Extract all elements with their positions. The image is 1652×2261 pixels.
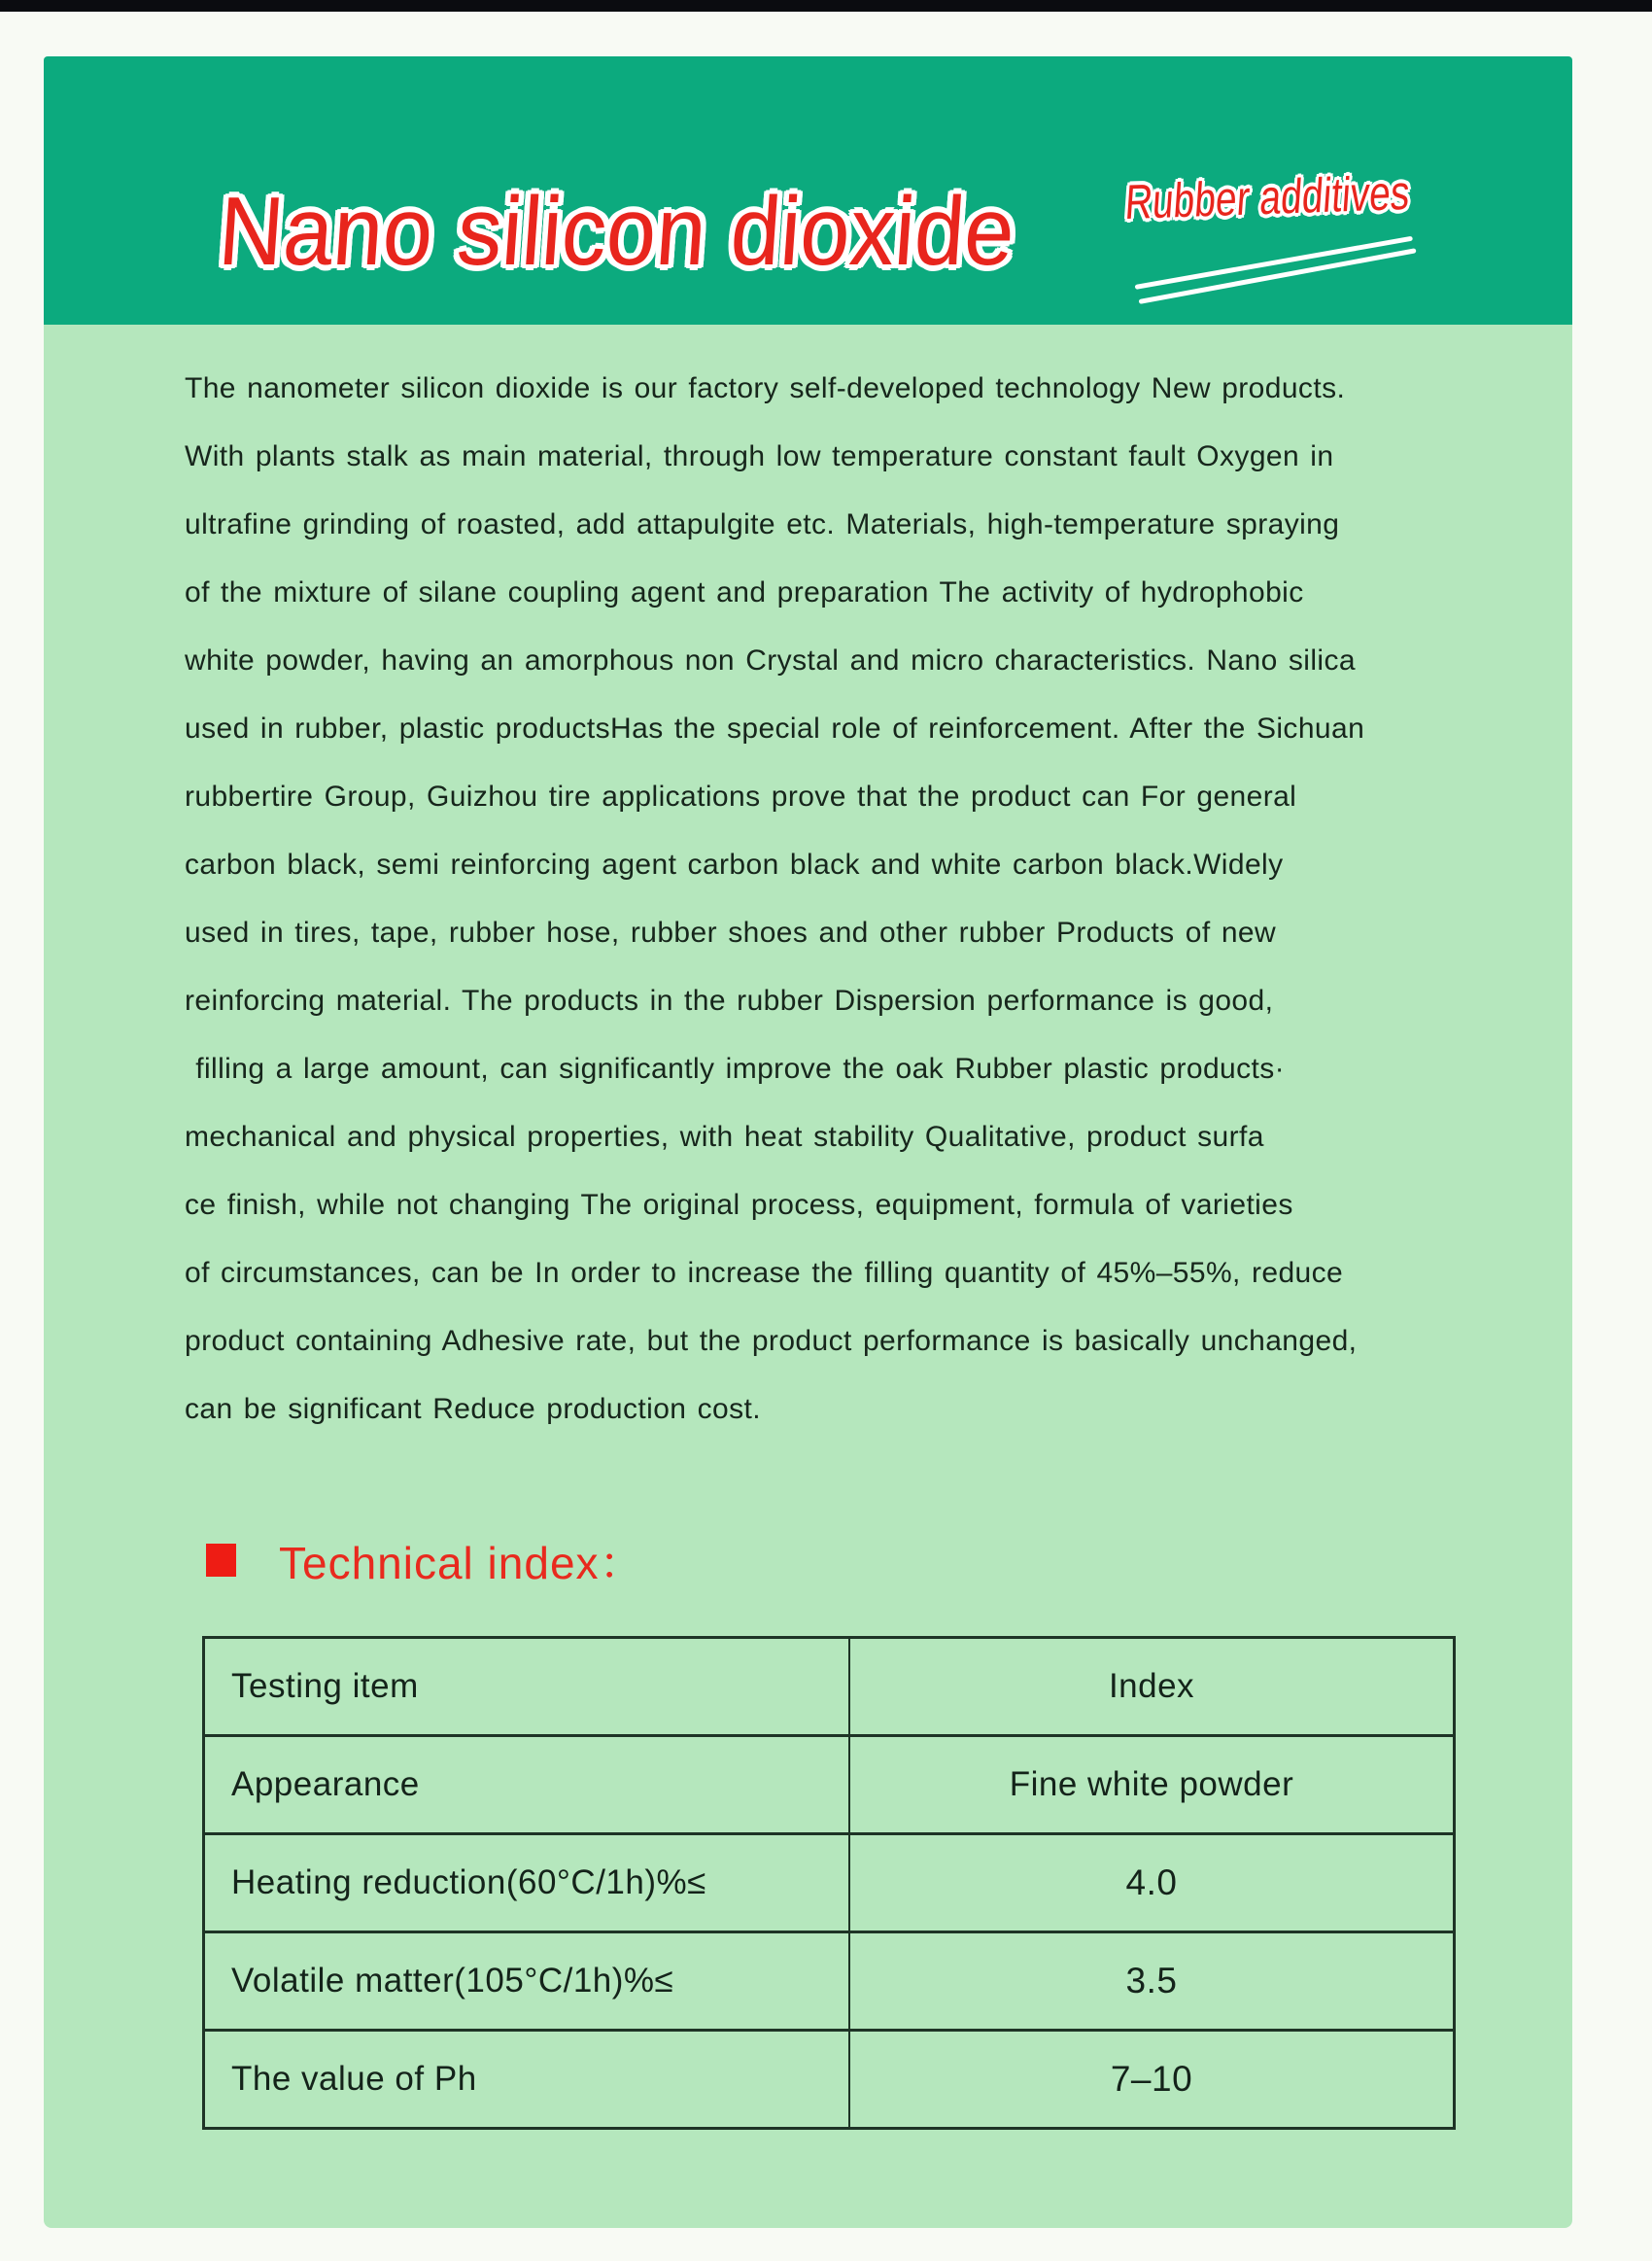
table-row-ph-value <box>204 2031 1455 2129</box>
cell-testing-item: Heating reduction(60°C/1h)%≤ <box>204 1834 850 1932</box>
header-band <box>44 56 1572 325</box>
table-row-volatile-matter <box>204 1932 1455 2031</box>
paragraph-line: of the mixture of silane coupling agent and preparation The activity of hydrophobic <box>185 576 1304 609</box>
paragraph-line: can be significant Reduce production cost. <box>185 1393 761 1425</box>
paragraph-line: used in rubber, plastic productsHas the special role of reinforcement. After the Sichuan <box>185 713 1365 745</box>
header-badge-text: Rubber additives <box>1123 164 1412 230</box>
column-header-index: Index <box>849 1638 1455 1736</box>
cell-testing-item: Volatile matter(105°C/1h)%≤ <box>204 1932 850 2031</box>
table-row-appearance <box>204 1736 1455 1834</box>
paragraph-line: white powder, having an amorphous non Crystal and micro characteristics. Nano silica <box>185 644 1356 677</box>
paragraph-line: filling a large amount, can significantly improve the oak Rubber plastic products· <box>185 1053 1286 1085</box>
badge-underline-1 <box>1135 236 1413 290</box>
cell-index-value: Fine white powder <box>849 1736 1455 1834</box>
column-header-testing-item: Testing item <box>204 1638 850 1736</box>
technical-index-table <box>202 1636 1456 2130</box>
table-header-row <box>204 1638 1455 1736</box>
table-row-heating-reduction <box>204 1834 1455 1932</box>
cell-index-value: 7–10 <box>849 2031 1455 2129</box>
scan-edge-bar <box>0 0 1652 12</box>
cell-index-value: 4.0 <box>849 1834 1455 1932</box>
paragraph-line: ultrafine grinding of roasted, add attapulgite etc. Materials, high-temperature spraying <box>185 508 1340 540</box>
paragraph-line: used in tires, tape, rubber hose, rubber shoes and other rubber Products of new <box>185 917 1277 949</box>
paragraph-line: reinforcing material. The products in the rubber Dispersion performance is good, <box>185 985 1274 1017</box>
cell-index-value: 3.5 <box>849 1932 1455 2031</box>
paragraph-line: product containing Adhesive rate, but the product performance is basically unchanged, <box>185 1325 1358 1357</box>
paragraph-line: of circumstances, can be In order to increase the filling quantity of 45%–55%, reduce <box>185 1257 1344 1289</box>
paragraph-line: carbon black, semi reinforcing agent carbon black and white carbon black.Widely <box>185 849 1284 881</box>
section-heading <box>206 1528 645 1592</box>
red-square-bullet <box>206 1544 236 1577</box>
paragraph-line: rubbertire Group, Guizhou tire applications prove that the product can For general <box>185 781 1297 813</box>
cell-testing-item: The value of Ph <box>204 2031 850 2129</box>
description-paragraph <box>185 355 1526 1444</box>
paragraph-line: The nanometer silicon dioxide is our factory self-developed technology New products. <box>185 372 1346 404</box>
page-title: Nano silicon dioxide <box>215 177 1018 286</box>
cell-testing-item: Appearance <box>204 1736 850 1834</box>
paragraph-line: mechanical and physical properties, with heat stability Qualitative, product surfa <box>185 1121 1264 1153</box>
section-heading-text: Technical index： <box>279 1538 645 1588</box>
paragraph-line: ce finish, while not changing The original process, equipment, formula of varieties <box>185 1189 1293 1221</box>
body-sheet <box>44 325 1572 2228</box>
paragraph-line: With plants stalk as main material, through low temperature constant fault Oxygen in <box>185 440 1334 472</box>
